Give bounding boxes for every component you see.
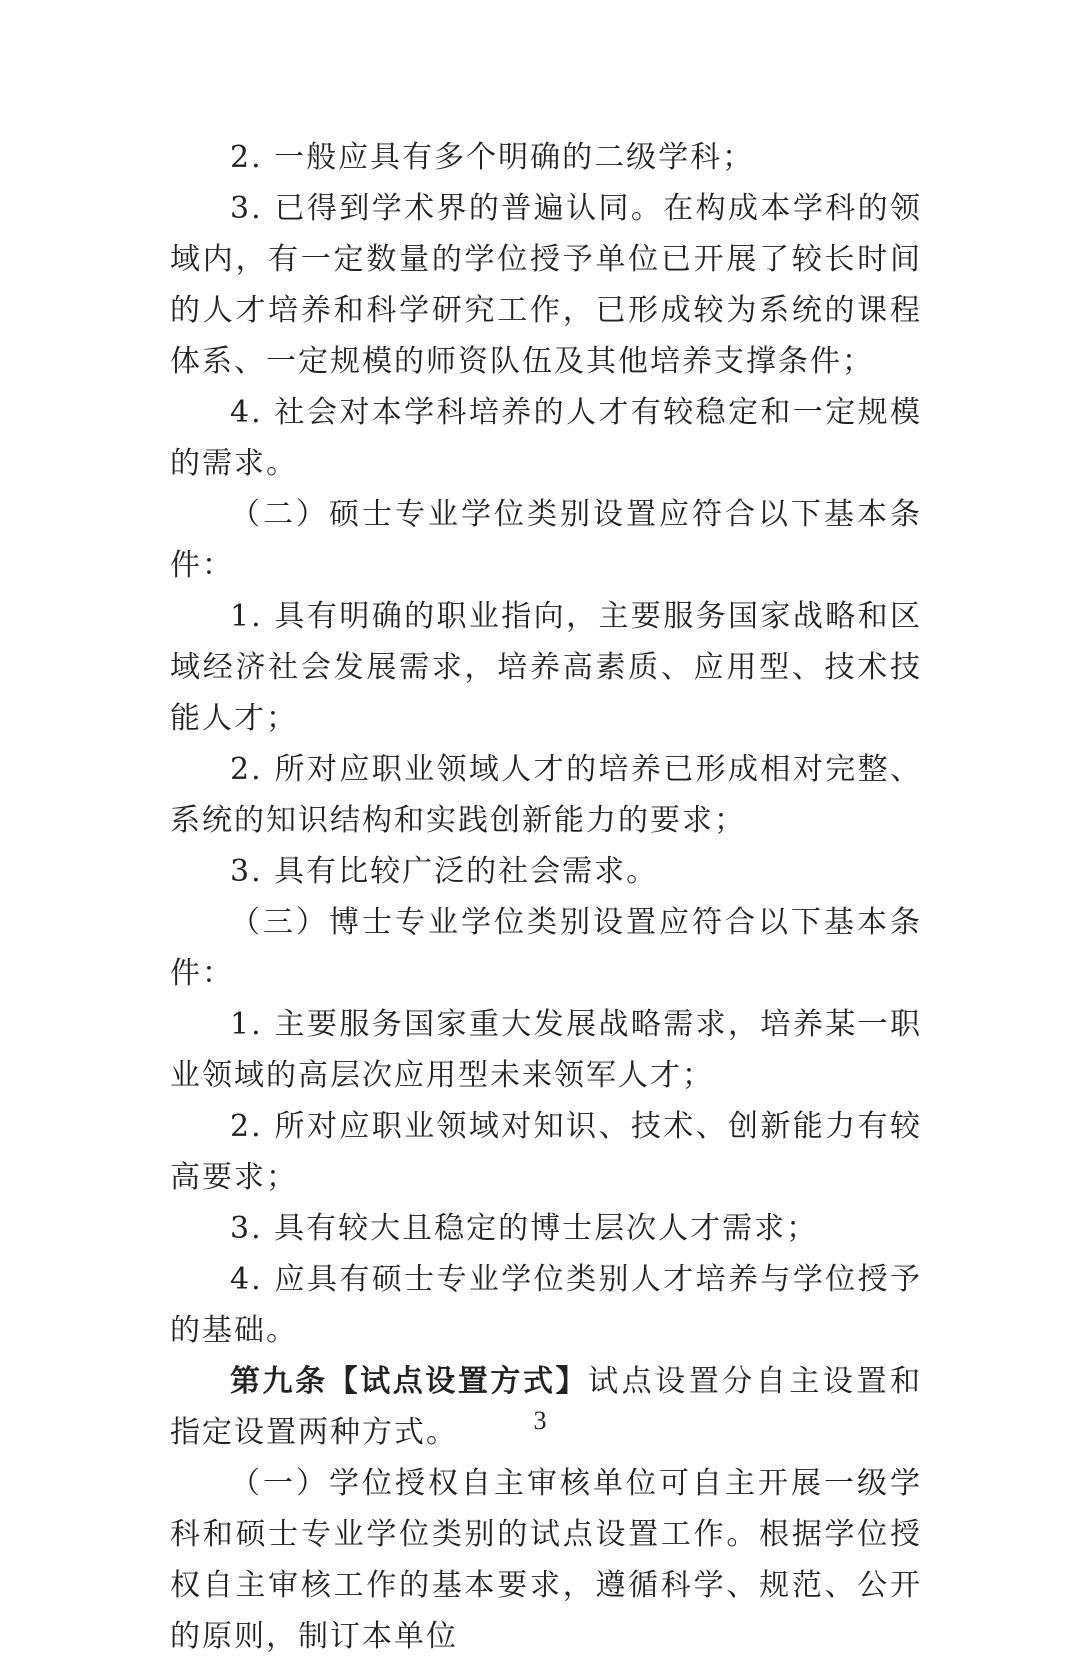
paragraph: 3. 已得到学术界的普遍认同。在构成本学科的领域内，有一定数量的学位授予单位已开展了较长时间的人才培养和科学研究工作，已形成较为系统的课程体系、一定规模的师资队伍及其他培养支撑条件； [170, 191, 922, 379]
paragraph: 2. 所对应职业领域对知识、技术、创新能力有较高要求； [170, 1109, 922, 1195]
paragraph: 2. 一般应具有多个明确的二级学科； [230, 140, 755, 175]
article-9-subparagraph: （一）学位授权自主审核单位可自主开展一级学科和硕士专业学位类别的试点设置工作。根据学位授权自主审核工作的基本要求，遵循科学、规范、公开的原则，制订本单位 [170, 1466, 922, 1654]
paragraph: 3. 具有较大且稳定的博士层次人才需求； [230, 1211, 819, 1246]
paragraph: （二）硕士专业学位类别设置应符合以下基本条件： [170, 497, 922, 583]
paragraph: 4. 社会对本学科培养的人才有较稳定和一定规模的需求。 [170, 395, 922, 481]
article-9-heading: 第九条【试点设置方式】 [230, 1364, 589, 1399]
paragraph: （三）博士专业学位类别设置应符合以下基本条件： [170, 905, 922, 991]
paragraph: 4. 应具有硕士专业学位类别人才培养与学位授予的基础。 [170, 1262, 922, 1348]
paragraph: 1. 主要服务国家重大发展战略需求，培养某一职业领域的高层次应用型未来领军人才； [170, 1007, 922, 1093]
paragraph: 3. 具有比较广泛的社会需求。 [230, 854, 659, 889]
paragraph: 1. 具有明确的职业指向，主要服务国家战略和区域经济社会发展需求，培养高素质、应用型、技术技能人才； [170, 599, 922, 736]
page-number: 3 [533, 1406, 547, 1435]
paragraph: 2. 所对应职业领域人才的培养已形成相对完整、系统的知识结构和实践创新能力的要求； [170, 752, 922, 838]
article-9-text: 试点设置分自主设置和指定设置两种方式。 [170, 1364, 923, 1450]
